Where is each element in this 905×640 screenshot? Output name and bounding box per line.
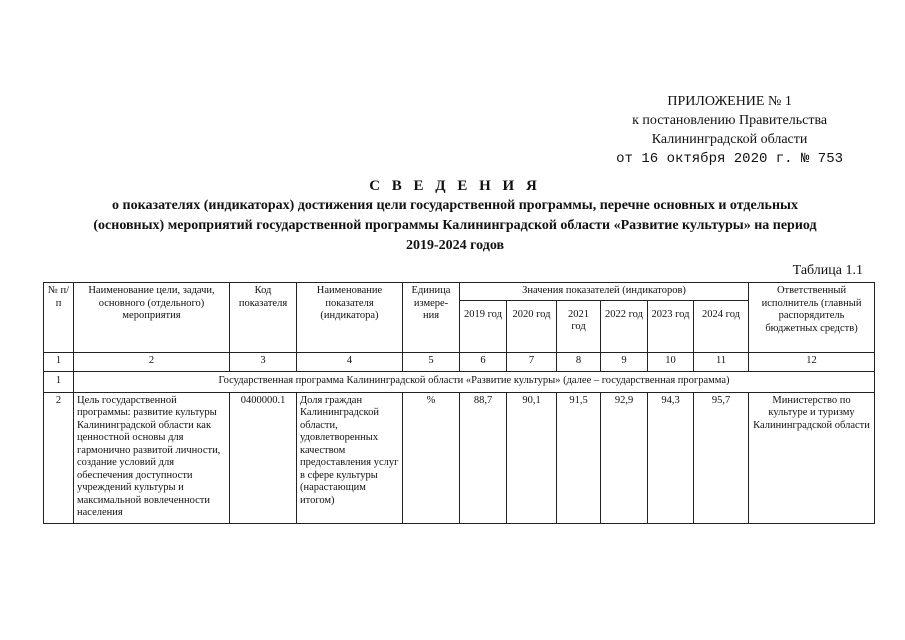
heading-line-2: (основных) мероприятий государственной программы Калининградской области «Развитие культуры» на период xyxy=(93,218,817,233)
row-value-2023: 94,3 xyxy=(648,392,694,523)
appendix-title: ПРИЛОЖЕНИЕ № 1 xyxy=(667,94,792,109)
section-title: Государственная программа Калининградской области «Развитие культуры» (далее – государственная программа) xyxy=(74,371,875,392)
header-indicator: Наименование показателя (индикатора) xyxy=(297,283,403,353)
row-value-2021: 91,5 xyxy=(557,392,601,523)
section-row xyxy=(44,371,875,392)
header-unit: Единица измере-ния xyxy=(403,283,460,353)
column-number: 12 xyxy=(749,352,875,371)
column-number: 11 xyxy=(694,352,749,371)
header-row-1 xyxy=(44,283,875,301)
heading-line-1: о показателях (индикаторах) достижения цели государственной программы, перечне основных и отдельных xyxy=(112,198,798,213)
column-number: 3 xyxy=(230,352,297,371)
column-number: 8 xyxy=(557,352,601,371)
row-indicator: Доля граждан Калининградской области, удовлетворенных качеством предоставления услуг в сфере культуры (нарастающим итогом) xyxy=(297,392,403,523)
row-goal-name: Цель государственной программы: развитие культуры Калининградской области как ценностной основы для гармонично развитой личности, создание условий для обеспечения доступности учреждений культуры и максимальной вовлеченности населения xyxy=(74,392,230,523)
column-number: 10 xyxy=(648,352,694,371)
header-year-2022: 2022 год xyxy=(601,300,648,352)
header-year-2024: 2024 год xyxy=(694,300,749,352)
header-num: № п/п xyxy=(44,283,74,353)
row-unit: % xyxy=(403,392,460,523)
heading-line-3: 2019-2024 годов xyxy=(405,238,505,253)
appendix-line-1: к постановлению Правительства xyxy=(632,113,828,128)
row-executor: Министерство по культуре и туризму Калининградской области xyxy=(749,392,875,523)
table-row xyxy=(44,392,875,523)
header-year-2020: 2020 год xyxy=(507,300,557,352)
row-value-2019: 88,7 xyxy=(460,392,507,523)
document-heading xyxy=(40,176,870,256)
section-num: 1 xyxy=(44,371,74,392)
column-number: 6 xyxy=(460,352,507,371)
header-year-2021: 2021 год xyxy=(557,300,601,352)
header-executor: Ответственный исполнитель (главный распорядитель бюджетных средств) xyxy=(749,283,875,353)
row-value-2020: 90,1 xyxy=(507,392,557,523)
appendix-line-2: Калининградской области xyxy=(651,132,808,147)
header-values-group: Значения показателей (индикаторов) xyxy=(460,283,749,301)
column-number: 4 xyxy=(297,352,403,371)
column-number: 9 xyxy=(601,352,648,371)
column-number-row xyxy=(44,352,875,371)
column-number: 7 xyxy=(507,352,557,371)
column-number: 5 xyxy=(403,352,460,371)
header-code: Код показателя xyxy=(230,283,297,353)
appendix-date-line: от 16 октября 2020 г. № 753 xyxy=(616,151,843,167)
row-value-2024: 95,7 xyxy=(694,392,749,523)
heading-title: С В Е Д Е Н И Я xyxy=(369,178,541,194)
column-number: 2 xyxy=(74,352,230,371)
row-num: 2 xyxy=(44,392,74,523)
row-value-2022: 92,9 xyxy=(601,392,648,523)
indicators-table xyxy=(43,282,875,524)
header-name: Наименование цели, задачи, основного (отдельного) мероприятия xyxy=(74,283,230,353)
appendix-block xyxy=(616,92,843,169)
column-number: 1 xyxy=(44,352,74,371)
header-year-2019: 2019 год xyxy=(460,300,507,352)
row-code: 0400000.1 xyxy=(230,392,297,523)
table-number: Таблица 1.1 xyxy=(792,263,863,278)
header-year-2023: 2023 год xyxy=(648,300,694,352)
